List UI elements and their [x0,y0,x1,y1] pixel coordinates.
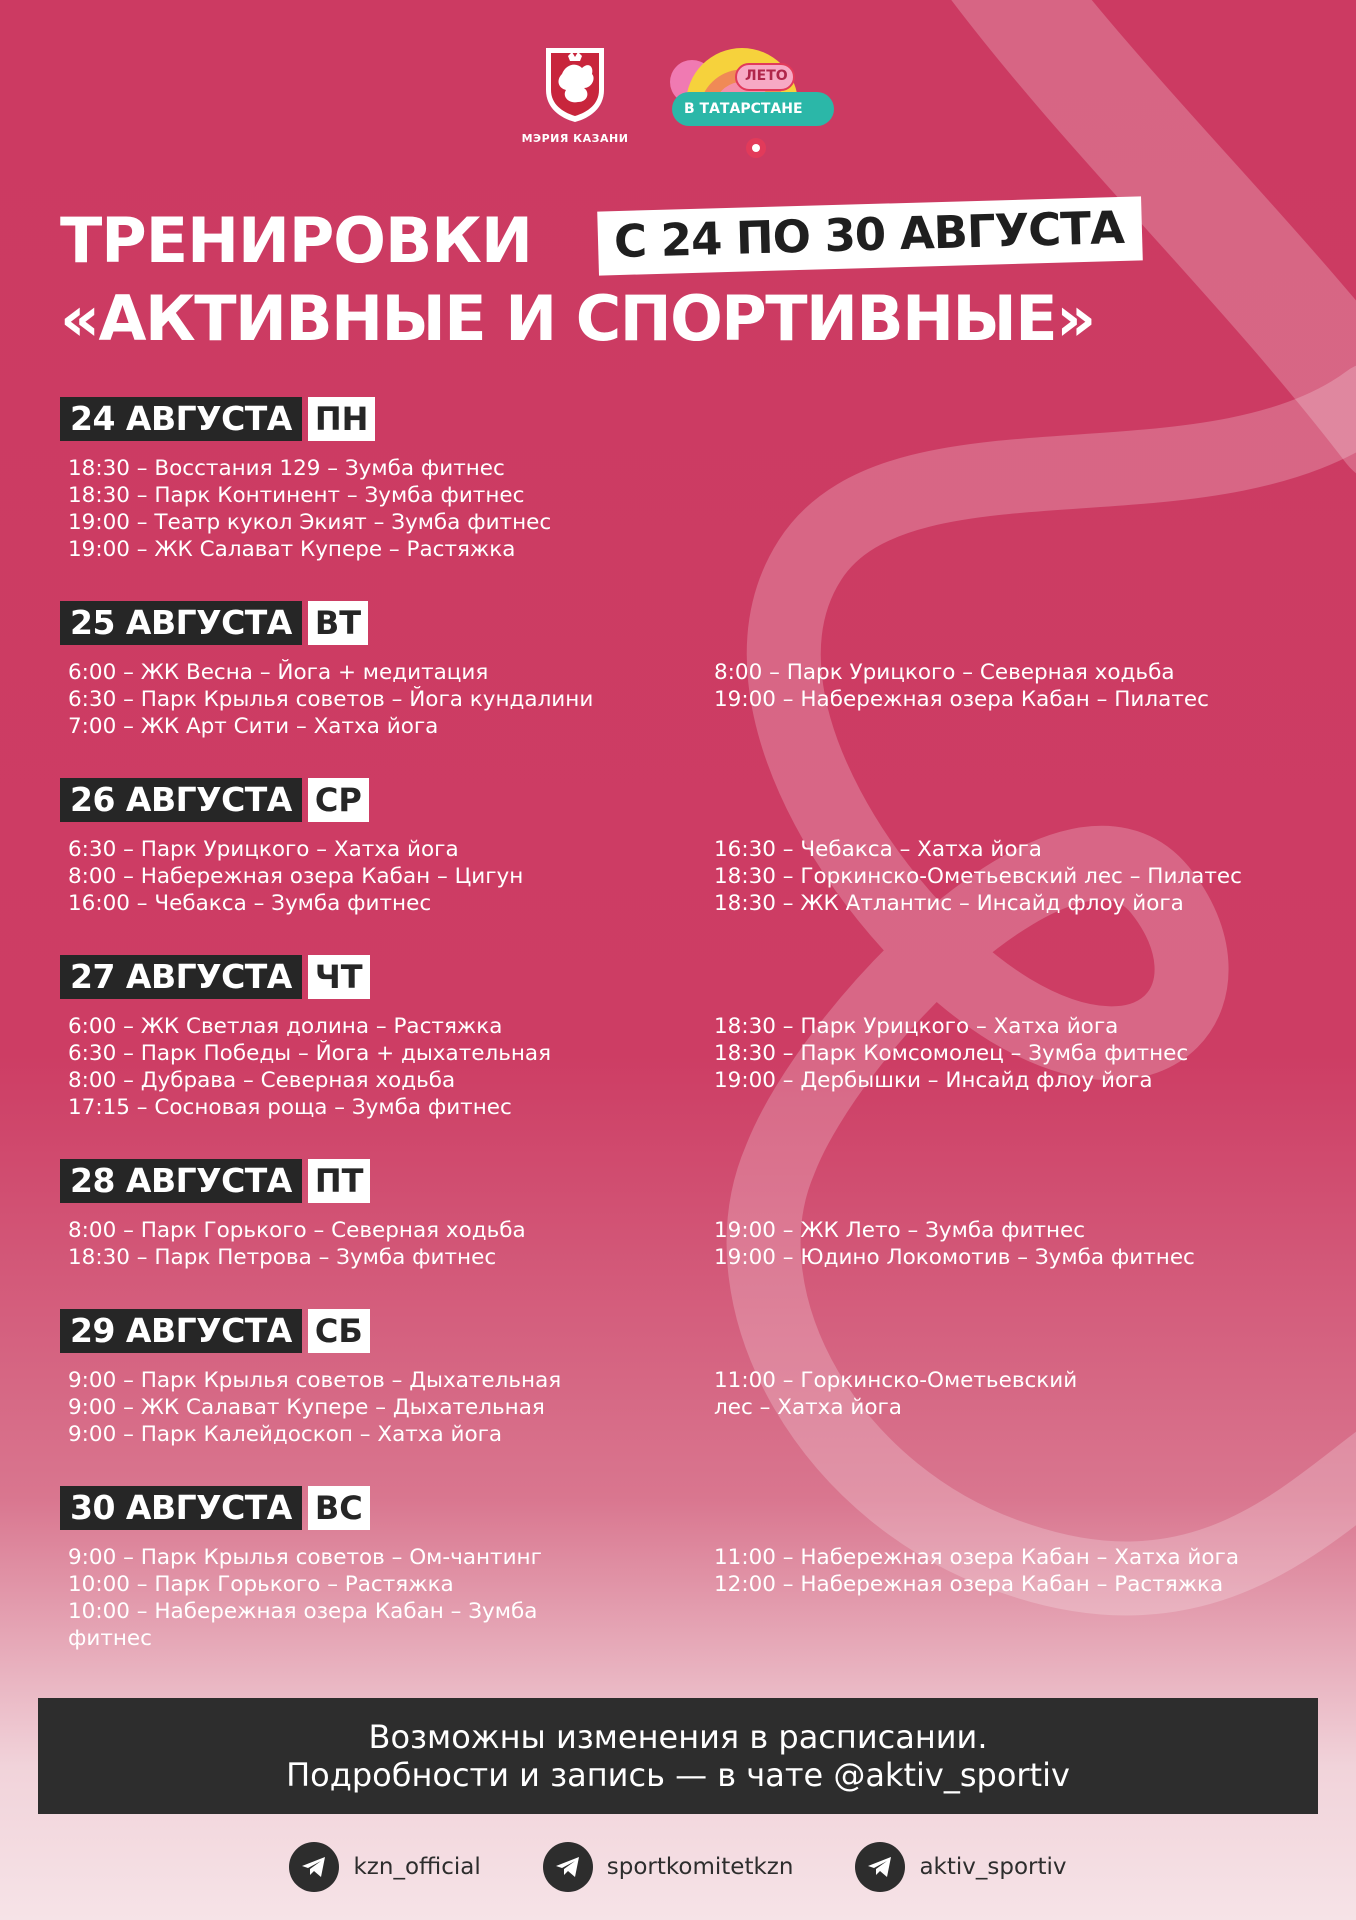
schedule-right-column [714,1544,1239,1598]
date-range-badge: С 24 ПО 30 АВГУСТА [597,196,1142,275]
page-title-line2: «АКТИВНЫЕ И СПОРТИВНЫЕ» [60,282,1095,355]
weekday-label: ЧТ [308,955,370,999]
day-date-label: 27 АВГУСТА [60,955,302,999]
schedule-change-notice [38,1698,1318,1814]
summer-place: В ТАТАРСТАНЕ [684,101,803,117]
schedule-entry: 19:00 – Театр кукол Экият – Зумба фитнес [68,510,552,535]
schedule-entry: 18:30 – Парк Комсомолец – Зумба фитнес [714,1041,1189,1066]
schedule-entry: 11:00 – Набережная озера Кабан – Хатха йога [714,1545,1240,1570]
day-section-27 [60,955,1320,1120]
schedule-entry: лес – Хатха йога [714,1395,902,1420]
schedule-entry: 8:00 – Дубрава – Северная ходьба [68,1068,456,1093]
day-section-30 [60,1486,1320,1651]
schedule-entry: 8:00 – Набережная озера Кабан – Цигун [68,864,524,889]
social-link-sportkomitetkzn[interactable] [543,1842,794,1892]
schedule-entry: 10:00 – Набережная озера Кабан – Зумба [68,1599,538,1624]
schedule-entry: 9:00 – Парк Крылья советов – Ом-чантинг [68,1545,542,1570]
schedule-entry: 6:00 – ЖК Весна – Йога + медитация [68,660,489,685]
schedule-left-column [68,1544,542,1652]
schedule-entry: 6:30 – Парк Победы – Йога + дыхательная [68,1041,552,1066]
schedule-entry: 6:00 – ЖК Светлая долина – Растяжка [68,1014,503,1039]
schedule-right-column [714,1217,1195,1271]
schedule-entry: 7:00 – ЖК Арт Сити – Хатха йога [68,714,439,739]
social-handle: kzn_official [353,1854,481,1880]
day-date-label: 30 АВГУСТА [60,1486,302,1530]
page-title-line1: ТРЕНИРОВКИ [60,204,532,277]
schedule-entry: 18:30 – Парк Урицкого – Хатха йога [714,1014,1119,1039]
schedule-right-column [714,836,1242,917]
day-section-28 [60,1159,1320,1270]
day-section-24 [60,397,1320,562]
schedule-entry: 11:00 – Горкинско-Ометьевский [714,1368,1078,1393]
schedule-entry: 9:00 – Парк Крылья советов – Дыхательная [68,1368,562,1393]
schedule-left-column [68,1013,551,1121]
summer-word: ЛЕТО [745,68,788,84]
day-date-label: 28 АВГУСТА [60,1159,302,1203]
schedule-entry: 18:30 – ЖК Атлантис – Инсайд флоу йога [714,891,1184,916]
schedule-left-column [68,836,523,917]
schedule-entry: 6:30 – Парк Крылья советов – Йога кундалини [68,687,594,712]
schedule-right-column [714,659,1209,713]
telegram-icon [543,1842,593,1892]
social-link-kzn-official[interactable] [289,1842,480,1892]
schedule-entry: 16:00 – Чебакса – Зумба фитнес [68,891,432,916]
social-handle: aktiv_sportiv [919,1854,1067,1880]
social-links [0,1842,1356,1892]
schedule-left-column [68,1367,561,1448]
social-link-aktiv-sportiv[interactable] [855,1842,1066,1892]
mayor-caption: МЭРИЯ КАЗАНИ [521,132,629,145]
weekday-label: ПТ [308,1159,371,1203]
weekday-label: ПН [308,397,376,441]
weekday-label: СР [308,778,369,822]
telegram-icon [289,1842,339,1892]
weekday-label: СБ [308,1309,370,1353]
summer-in-tatarstan-logo [668,44,844,158]
schedule-entry: 19:00 – Юдино Локомотив – Зумба фитнес [714,1245,1195,1270]
schedule-right-column [714,1013,1188,1094]
schedule-entry: 12:00 – Набережная озера Кабан – Растяжка [714,1572,1224,1597]
social-handle: sportkomitetkzn [606,1854,794,1880]
schedule-entry: 18:30 – Парк Петрова – Зумба фитнес [68,1245,497,1270]
schedule-entry: 18:30 – Горкинско-Ометьевский лес – Пилатес [714,864,1242,889]
schedule-entry: 8:00 – Парк Урицкого – Северная ходьба [714,660,1175,685]
schedule-entry: 18:30 – Восстания 129 – Зумба фитнес [68,456,505,481]
day-date-label: 24 АВГУСТА [60,397,302,441]
schedule-entry: 9:00 – ЖК Салават Купере – Дыхательная [68,1395,545,1420]
schedule-right-column [714,1367,1077,1421]
day-date-label: 26 АВГУСТА [60,778,302,822]
schedule-entry: 16:30 – Чебакса – Хатха йога [714,837,1042,862]
day-date-label: 25 АВГУСТА [60,601,302,645]
day-section-25 [60,601,1320,739]
schedule-entry: 8:00 – Парк Горького – Северная ходьба [68,1218,526,1243]
weekday-label: ВТ [308,601,368,645]
notice-line-2: Подробности и запись — в чате @aktiv_sportiv [286,1756,1070,1794]
schedule-entry: 9:00 – Парк Калейдоскоп – Хатха йога [68,1422,503,1447]
schedule-entry: 19:00 – Дербышки – Инсайд флоу йога [714,1068,1153,1093]
schedule-entry: 6:30 – Парк Урицкого – Хатха йога [68,837,459,862]
schedule-left-column [68,659,593,740]
schedule-entry: 19:00 – ЖК Салават Купере – Растяжка [68,537,516,562]
schedule-entry: 17:15 – Сосновая роща – Зумба фитнес [68,1095,512,1120]
kazan-coat-of-arms-icon [538,44,612,124]
telegram-icon [855,1842,905,1892]
day-section-29 [60,1309,1320,1447]
day-section-26 [60,778,1320,916]
weekday-label: ВС [308,1486,370,1530]
schedule-left-column [68,1217,526,1271]
day-date-label: 29 АВГУСТА [60,1309,302,1353]
schedule-entry: 19:00 – ЖК Лето – Зумба фитнес [714,1218,1086,1243]
schedule-entry: фитнес [68,1626,152,1651]
schedule-entry: 18:30 – Парк Континент – Зумба фитнес [68,483,525,508]
schedule-entry: 10:00 – Парк Горького – Растяжка [68,1572,454,1597]
schedule-left-column [68,455,551,563]
mayor-of-kazan-logo [520,44,630,145]
notice-line-1: Возможны изменения в расписании. [368,1718,988,1756]
schedule-entry: 19:00 – Набережная озера Кабан – Пилатес [714,687,1209,712]
